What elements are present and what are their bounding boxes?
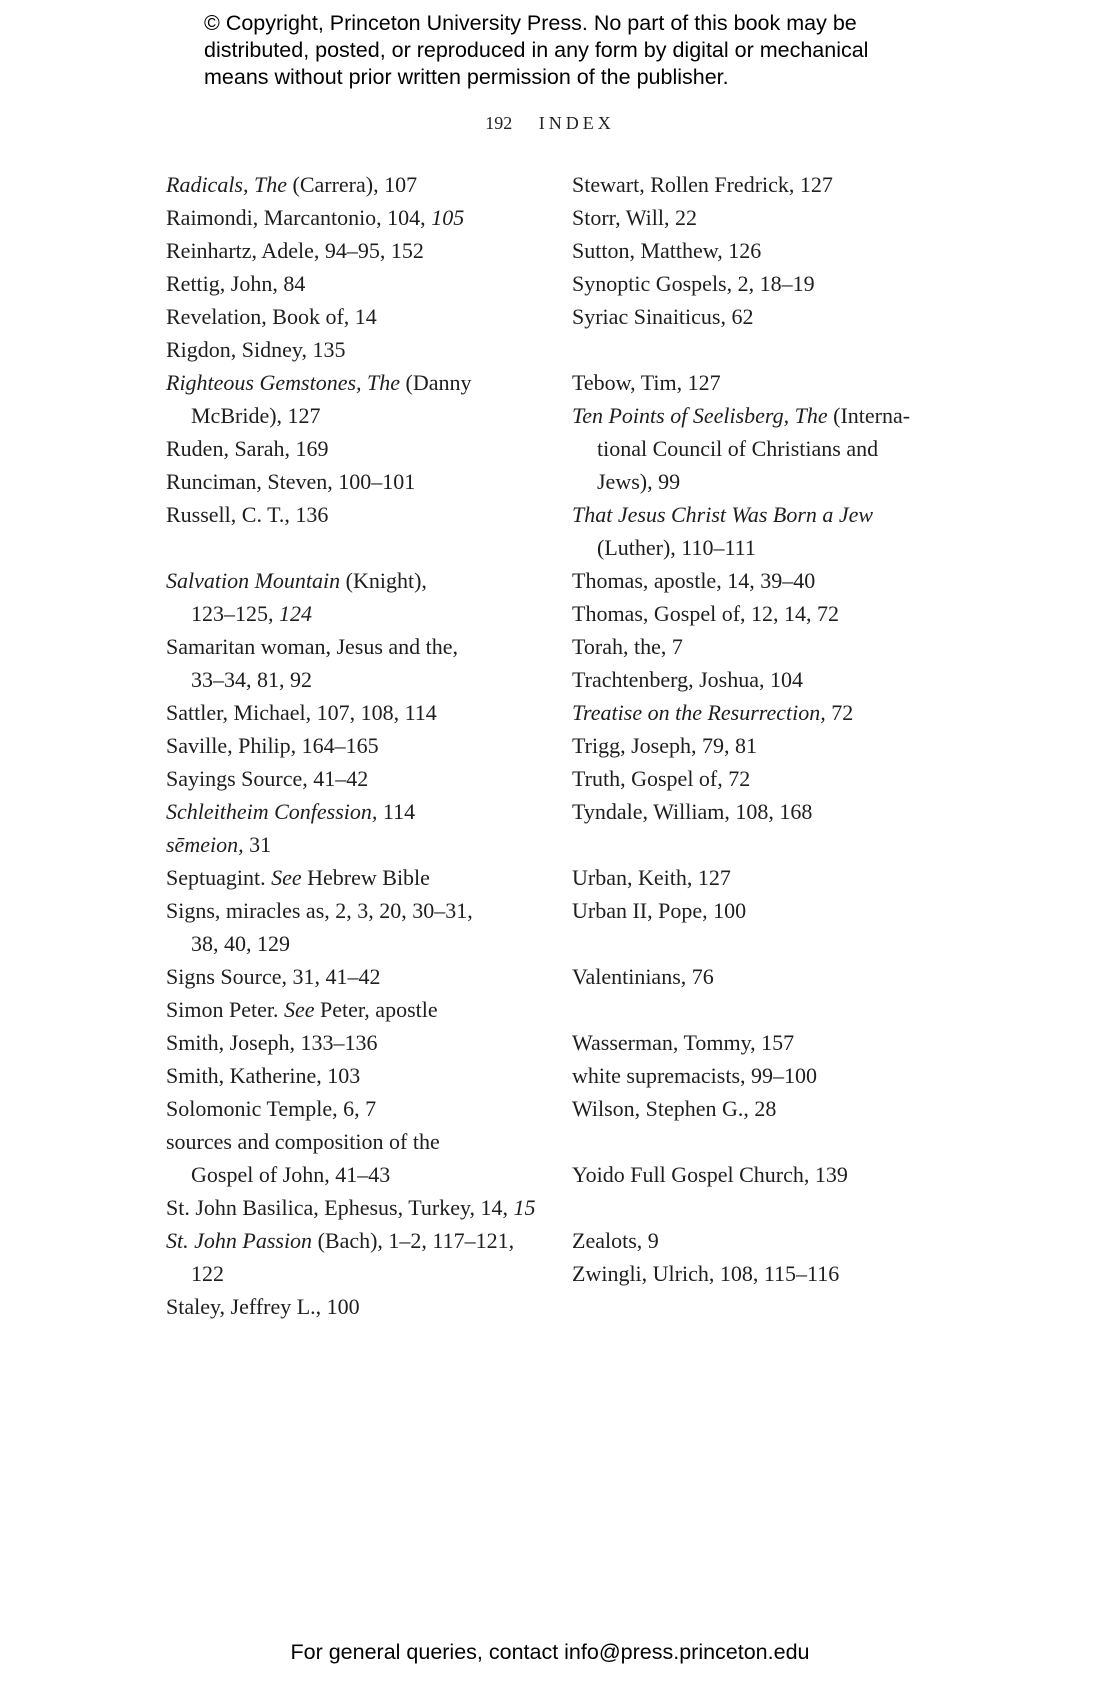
- entry-text: Thomas, Gospel of, 12, 14, 72: [572, 601, 840, 626]
- index-entry: [572, 597, 952, 630]
- index-entry: [166, 993, 536, 1026]
- index-entry: [166, 729, 536, 762]
- entry-text: 38, 40, 129: [191, 931, 290, 956]
- page-number: 192: [485, 113, 513, 133]
- index-entry: [166, 795, 536, 828]
- entry-italic-ref: See: [283, 997, 315, 1022]
- index-entry: [166, 1059, 536, 1092]
- entry-continuation: [597, 531, 952, 564]
- index-entry: [166, 762, 536, 795]
- entry-text: Tyndale, William, 108, 168: [572, 799, 813, 824]
- entry-title-italic: Ten Points of Seelisberg, The: [572, 403, 828, 428]
- letter-group-spacer: [572, 927, 952, 960]
- entry-text: Zwingli, Ulrich, 108, 115–116: [572, 1261, 840, 1286]
- index-entry: [166, 861, 536, 894]
- entry-text: (Bach), 1–2, 117–121, 122: [191, 1228, 515, 1286]
- index-entry: [572, 795, 952, 828]
- entry-title-italic: Salvation Mountain: [166, 568, 341, 593]
- entry-italic-ref: 105: [431, 205, 465, 230]
- entry-title-italic: Schleitheim Confession,: [166, 799, 378, 824]
- entry-text: Runciman, Steven, 100–101: [166, 469, 416, 494]
- entry-text: Gospel of John, 41–43: [191, 1162, 391, 1187]
- entry-title-italic: That Jesus Christ Was Born a Jew: [572, 502, 874, 527]
- entry-text: Staley, Jeffrey L., 100: [166, 1294, 360, 1319]
- entry-text: Smith, Joseph, 133–136: [166, 1030, 378, 1055]
- entry-continuation: [191, 663, 536, 696]
- index-entry: [166, 1026, 536, 1059]
- index-entry: [572, 861, 952, 894]
- entry-text: Saville, Philip, 164–165: [166, 733, 379, 758]
- entry-text: McBride), 127: [191, 403, 321, 428]
- entry-text: white supremacists, 99–100: [572, 1063, 818, 1088]
- index-entry: [572, 729, 952, 762]
- index-entry: [166, 1224, 536, 1290]
- index-entry: [166, 201, 536, 234]
- entry-text: Peter, apostle: [314, 997, 438, 1022]
- entry-text: Wasserman, Tommy, 157: [572, 1030, 795, 1055]
- entry-text: (Knight),: [340, 568, 427, 593]
- copyright-line-1: © Copyright, Princeton University Press. No part of this book may be: [204, 11, 857, 35]
- entry-text: Reinhartz, Adele, 94–95, 152: [166, 238, 424, 263]
- letter-group-spacer: [572, 1191, 952, 1224]
- index-entry: [572, 1026, 952, 1059]
- index-column-left: [166, 168, 536, 1323]
- index-entry: [166, 465, 536, 498]
- entry-continuation: [597, 432, 952, 465]
- index-column-right: [572, 168, 952, 1290]
- entry-text: Signs, miracles as, 2, 3, 20, 30–31,: [166, 898, 473, 923]
- index-entry: [572, 168, 952, 201]
- entry-text: (Interna-: [827, 403, 911, 428]
- entry-text: Urban II, Pope, 100: [572, 898, 747, 923]
- entry-continuation: [191, 1158, 536, 1191]
- entry-italic-ref: 124: [279, 601, 312, 626]
- entry-text: Urban, Keith, 127: [572, 865, 731, 890]
- entry-text: Jews), 99: [597, 469, 681, 494]
- index-entry: [572, 267, 952, 300]
- index-entry: [572, 630, 952, 663]
- index-entry: [166, 1092, 536, 1125]
- entry-title-italic: sēmeion,: [166, 832, 244, 857]
- entry-text: (Carrera), 107: [287, 172, 418, 197]
- entry-text: sources and composition of the: [166, 1129, 440, 1154]
- copyright-line-3: means without prior written permission of the publisher.: [204, 65, 729, 89]
- index-entry: [166, 1191, 536, 1224]
- entry-text: Sattler, Michael, 107, 108, 114: [166, 700, 437, 725]
- entry-continuation: [191, 927, 536, 960]
- entry-text: Septuagint.: [166, 865, 272, 890]
- entry-text: Samaritan woman, Jesus and the,: [166, 634, 459, 659]
- entry-continuation: [191, 399, 536, 432]
- entry-text: Trachtenberg, Joshua, 104: [572, 667, 803, 692]
- section-title: INDEX: [538, 113, 615, 133]
- index-entry: [166, 300, 536, 333]
- entry-text: 123–125,: [191, 601, 279, 626]
- index-entry: [572, 1257, 952, 1290]
- entry-text: Solomonic Temple, 6, 7: [166, 1096, 377, 1121]
- index-entry: [166, 168, 536, 201]
- letter-group-spacer: [572, 1125, 952, 1158]
- index-entry: [166, 630, 536, 696]
- index-entry: [572, 1059, 952, 1092]
- entry-text: Wilson, Stephen G., 28: [572, 1096, 777, 1121]
- entry-text: tional Council of Christians and: [597, 436, 879, 461]
- entry-text: Yoido Full Gospel Church, 139: [572, 1162, 848, 1187]
- footer-contact: For general queries, contact info@press.princeton.edu: [290, 1640, 810, 1664]
- index-entry: [166, 432, 536, 465]
- entry-continuation: [597, 465, 952, 498]
- index-entry: [572, 762, 952, 795]
- entry-text: Revelation, Book of, 14: [166, 304, 377, 329]
- index-entry: [572, 300, 952, 333]
- running-head: [0, 113, 1100, 134]
- letter-group-spacer: [166, 531, 536, 564]
- index-entry: [572, 201, 952, 234]
- entry-text: (Luther), 110–111: [597, 535, 756, 560]
- entry-text: 31: [243, 832, 272, 857]
- entry-text: St. John Basilica, Ephesus, Turkey, 14,: [166, 1195, 514, 1220]
- index-entry: [166, 366, 536, 432]
- index-entry: [166, 1125, 536, 1191]
- index-entry: [572, 498, 952, 564]
- entry-text: 72: [825, 700, 854, 725]
- letter-group-spacer: [572, 333, 952, 366]
- entry-text: Russell, C. T., 136: [166, 502, 329, 527]
- index-entry: [572, 1224, 952, 1257]
- entry-text: Truth, Gospel of, 72: [572, 766, 751, 791]
- entry-text: Signs Source, 31, 41–42: [166, 964, 381, 989]
- index-entry: [572, 564, 952, 597]
- entry-text: Ruden, Sarah, 169: [166, 436, 329, 461]
- entry-text: Raimondi, Marcantonio, 104,: [166, 205, 432, 230]
- index-entry: [166, 894, 536, 960]
- entry-text: Smith, Katherine, 103: [166, 1063, 361, 1088]
- index-entry: [572, 894, 952, 927]
- entry-text: Rettig, John, 84: [166, 271, 306, 296]
- entry-title-italic: Righteous Gemstones, The: [166, 370, 401, 395]
- entry-text: Simon Peter.: [166, 997, 284, 1022]
- entry-text: 33–34, 81, 92: [191, 667, 312, 692]
- index-entry: [166, 1290, 536, 1323]
- entry-text: Stewart, Rollen Fredrick, 127: [572, 172, 833, 197]
- index-entry: [166, 828, 536, 861]
- index-entry: [572, 1092, 952, 1125]
- entry-text: Sutton, Matthew, 126: [572, 238, 762, 263]
- letter-group-spacer: [572, 828, 952, 861]
- index-entry: [572, 366, 952, 399]
- entry-text: Thomas, apostle, 14, 39–40: [572, 568, 816, 593]
- entry-text: Hebrew Bible: [301, 865, 430, 890]
- index-entry: [572, 960, 952, 993]
- letter-group-spacer: [572, 993, 952, 1026]
- entry-text: Tebow, Tim, 127: [572, 370, 721, 395]
- entry-text: Sayings Source, 41–42: [166, 766, 369, 791]
- entry-italic-ref: See: [271, 865, 302, 890]
- entry-text: Syriac Sinaiticus, 62: [572, 304, 754, 329]
- index-entry: [166, 333, 536, 366]
- index-entry: [166, 960, 536, 993]
- entry-italic-ref: 15: [513, 1195, 536, 1220]
- index-entry: [572, 1158, 952, 1191]
- entry-text: Synoptic Gospels, 2, 18–19: [572, 271, 815, 296]
- copyright-notice: [204, 10, 924, 91]
- index-entry: [166, 498, 536, 531]
- entry-title-italic: Treatise on the Resurrection,: [572, 700, 826, 725]
- entry-text: Rigdon, Sidney, 135: [166, 337, 346, 362]
- entry-text: 114: [377, 799, 416, 824]
- index-entry: [572, 663, 952, 696]
- index-entry: [166, 234, 536, 267]
- entry-text: Trigg, Joseph, 79, 81: [572, 733, 757, 758]
- entry-text: Storr, Will, 22: [572, 205, 697, 230]
- entry-title-italic: Radicals, The: [166, 172, 287, 197]
- entry-text: Zealots, 9: [572, 1228, 659, 1253]
- index-entry: [166, 564, 536, 630]
- entry-continuation: [191, 597, 536, 630]
- index-entry: [572, 696, 952, 729]
- entry-text: (Danny: [400, 370, 472, 395]
- entry-text: Valentinians, 76: [572, 964, 714, 989]
- entry-title-italic: St. John Passion: [166, 1228, 313, 1253]
- index-entry: [572, 234, 952, 267]
- index-entry: [166, 267, 536, 300]
- index-entry: [572, 399, 952, 498]
- entry-text: Torah, the, 7: [572, 634, 683, 659]
- index-entry: [166, 696, 536, 729]
- copyright-line-2: distributed, posted, or reproduced in any form by digital or mechanical: [204, 38, 869, 62]
